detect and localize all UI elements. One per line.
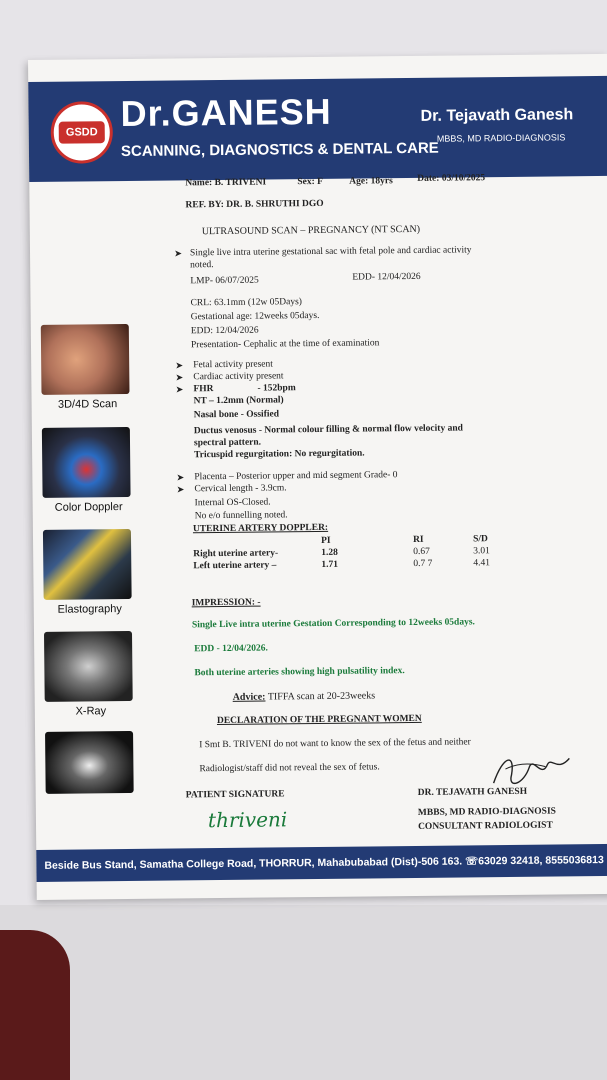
- advice-label: Advice:: [232, 691, 266, 703]
- report-title: ULTRASOUND SCAN – PREGNANCY (NT SCAN): [201, 223, 421, 238]
- table-cell: 3.01: [473, 546, 490, 557]
- crl: CRL: 63.1mm (12w 05Days): [190, 297, 302, 309]
- finding-sac: Single live intra uterine gestational sac with fetal pole and cardiac activity: [189, 245, 472, 259]
- table-cell: 4.41: [473, 558, 490, 569]
- table-cell: 0.7 7: [413, 558, 433, 569]
- doctor-signature-qual: MBBS, MD RADIO-DIAGNOSIS: [417, 806, 556, 818]
- fetus-3d-image: [41, 324, 130, 395]
- ductus-venosus-cont: spectral pattern.: [193, 437, 262, 449]
- sidebar-label: Elastography: [57, 603, 122, 616]
- arrow-icon: ➤: [175, 373, 184, 384]
- clinic-logo: [50, 101, 113, 164]
- doctor-qualification: MBBS, MD RADIO-DIAGNOSIS: [436, 132, 566, 144]
- sidebar-item-doppler: [42, 427, 135, 514]
- xray-image: [44, 631, 133, 702]
- doppler-heading: UTERINE ARTERY DOPPLER:: [192, 522, 329, 535]
- table-cell: Right uterine artery-: [193, 548, 279, 560]
- arrow-icon: ➤: [173, 249, 183, 260]
- presentation: Presentation- Cephalic at the time of examination: [190, 338, 380, 351]
- table-cell: 1.71: [321, 559, 338, 570]
- tricuspid: Tricuspid regurgitation: No regurgitation.: [194, 448, 365, 461]
- patient-signature: thriveni: [207, 807, 288, 833]
- declaration-line2: Radiologist/staff did not reveal the sex of fetus.: [199, 762, 380, 775]
- clinic-subtitle: SCANNING, DIAGNOSTICS & DENTAL CARE: [120, 139, 439, 161]
- scan-image: [45, 731, 134, 794]
- impression-main: Single Live intra uterine Gestation Corresponding to 12weeks 05days.: [191, 617, 475, 631]
- impression-edd: EDD - 12/04/2026.: [194, 643, 268, 655]
- arrow-icon: ➤: [176, 485, 185, 496]
- clinic-name: Dr.GANESH: [120, 90, 332, 135]
- edd: EDD: 12/04/2026: [190, 325, 259, 337]
- lmp: LMP- 06/07/2025: [190, 275, 259, 287]
- patient-sex: Sex: F: [297, 176, 323, 188]
- sidebar-item-3d4d: [41, 324, 134, 411]
- sidebar-item-scan: [45, 731, 138, 794]
- logo-text: GSDD: [59, 121, 105, 143]
- table-header: RI: [412, 534, 424, 545]
- ductus-venosus: Ductus venosus - Normal colour filling & normal flow velocity and: [193, 423, 463, 437]
- fetal-activity: Fetal activity present: [193, 359, 273, 371]
- finding-sac-cont: noted.: [190, 260, 214, 271]
- advice-text: TIFFA scan at 20-23weeks: [267, 690, 376, 703]
- table-cell: Left uterine artery –: [193, 560, 277, 572]
- arrow-icon: ➤: [175, 385, 184, 396]
- sidebar-item-elastography: [43, 529, 136, 616]
- sidebar-label: 3D/4D Scan: [57, 398, 118, 411]
- arrow-icon: ➤: [176, 473, 185, 484]
- nasal-bone: Nasal bone - Ossified: [193, 409, 280, 421]
- table-row: [193, 557, 490, 572]
- fhr-label: FHR: [193, 384, 214, 395]
- table-header: PI: [321, 535, 331, 546]
- cardiac-activity: Cardiac activity present: [193, 371, 284, 383]
- patient-age: Age: 18yrs: [349, 176, 393, 187]
- impression-heading: IMPRESSION: -: [191, 597, 261, 609]
- table-header: S/D: [472, 534, 488, 545]
- fhr-value: - 152bpm: [257, 383, 296, 394]
- impression-arteries: Both uterine arteries showing high pulsatility index.: [194, 666, 405, 679]
- edd-top: EDD- 12/04/2026: [352, 271, 421, 283]
- sidebar-label: Color Doppler: [54, 501, 123, 514]
- declaration-line1: I Smt B. TRIVENI do not want to know the sex of the fetus and neither: [199, 737, 471, 751]
- table-cell: 0.67: [413, 546, 430, 557]
- sidebar-item-xray: [44, 631, 137, 718]
- referred-by: REF. BY: DR. B. SHRUTHI DGO: [185, 198, 324, 211]
- doctor-signature-name: DR. TEJAVATH GANESH: [417, 786, 528, 798]
- doppler-image: [42, 427, 131, 498]
- elastography-image: [43, 529, 132, 600]
- funnelling: No e/o funnelling noted.: [194, 510, 288, 522]
- patient-name: Name: B. TRIVENI: [185, 177, 267, 189]
- sidebar-label: X-Ray: [75, 705, 107, 718]
- advice: [233, 690, 376, 702]
- table-surface: [0, 905, 607, 1080]
- placenta: Placenta – Posterior upper and mid segment Grade- 0: [194, 470, 398, 483]
- patient-signature-label: PATIENT SIGNATURE: [185, 789, 285, 801]
- cervical-length: Cervical length - 3.9cm.: [194, 483, 287, 495]
- footer-address: Beside Bus Stand, Samatha College Road, THORRUR, Mahabubabad (Dist)-506 163. ☏63029 32418, 8555036813: [36, 844, 607, 882]
- report-paper: [28, 54, 607, 900]
- doctor-name: Dr. Tejavath Ganesh: [420, 106, 574, 125]
- report-date: Date: 03/10/2025: [417, 173, 486, 184]
- declaration-heading: DECLARATION OF THE PREGNANT WOMEN: [216, 713, 422, 727]
- doppler-table: [193, 533, 490, 572]
- table-cell: 1.28: [321, 547, 338, 558]
- arrow-icon: ➤: [175, 361, 184, 372]
- letterhead: [28, 76, 607, 182]
- nt: NT – 1.2mm (Normal): [193, 395, 284, 407]
- gestational-age: Gestational age: 12weeks 05days.: [190, 310, 320, 323]
- cloth-corner: [0, 930, 70, 1080]
- doctor-signature-title: CONSULTANT RADIOLOGIST: [418, 820, 553, 832]
- internal-os: Internal OS-Closed.: [194, 497, 271, 509]
